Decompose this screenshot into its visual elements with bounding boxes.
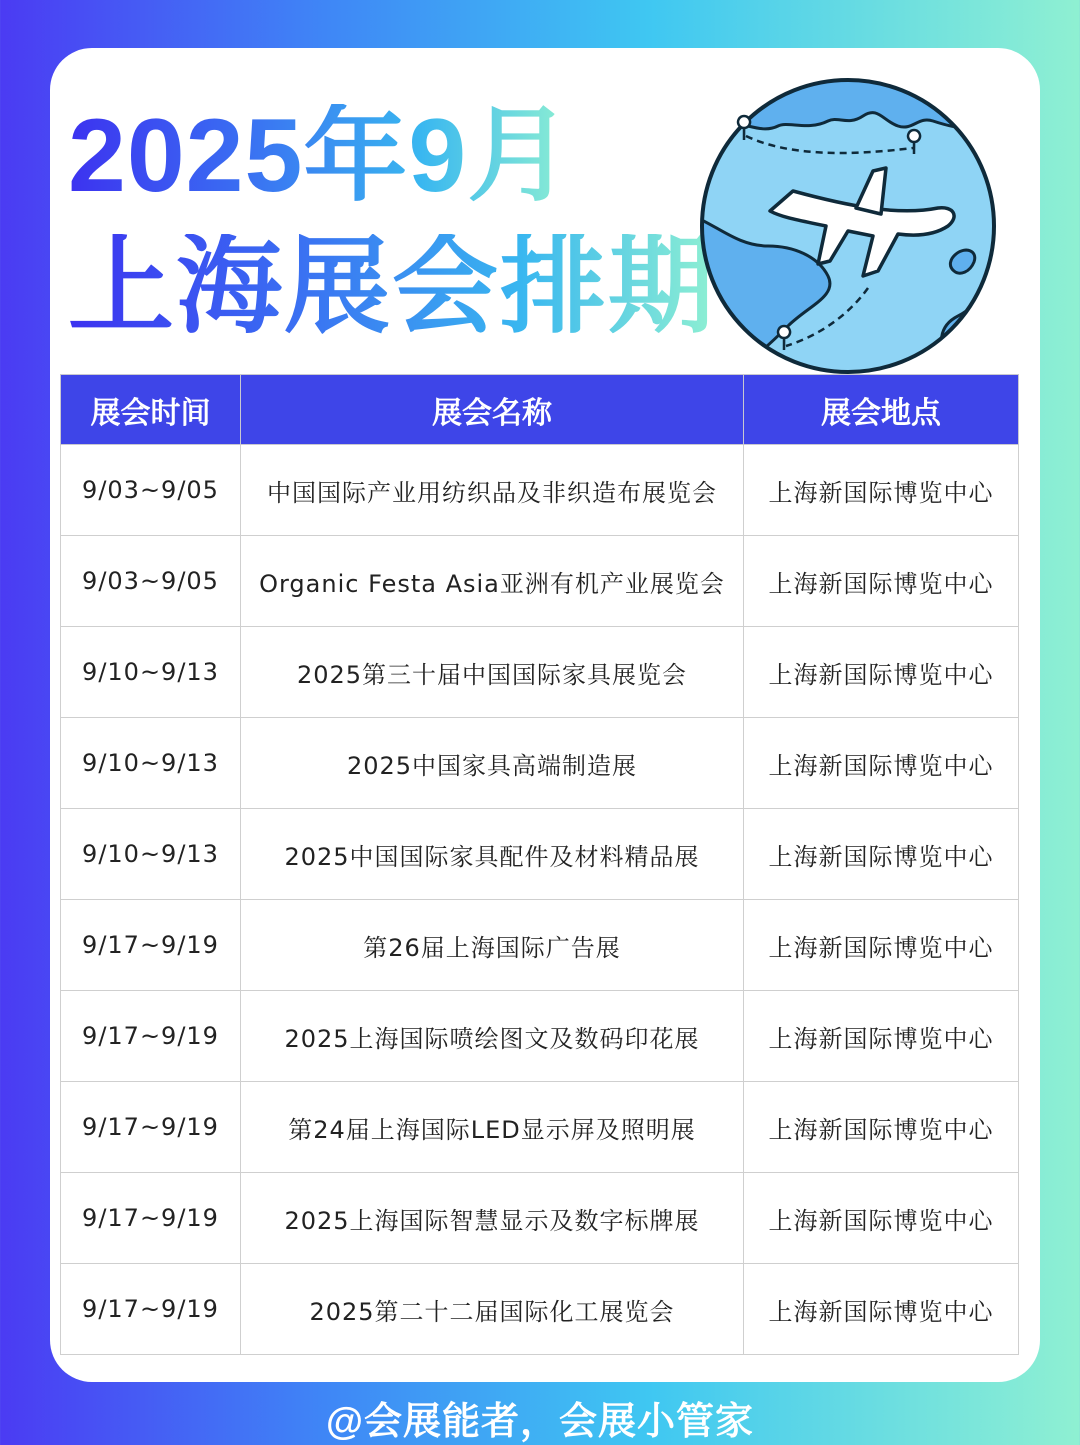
cell-name: 中国国际产业用纺织品及非织造布展览会 (241, 445, 744, 536)
cell-venue: 上海新国际博览中心 (744, 900, 1019, 991)
cell-name: 2025上海国际喷绘图文及数码印花展 (241, 991, 744, 1082)
cell-date: 9/17~9/19 (61, 1082, 241, 1173)
cell-date: 9/17~9/19 (61, 991, 241, 1082)
globe-airplane-icon (698, 76, 998, 376)
cell-name: 2025上海国际智慧显示及数字标牌展 (241, 1173, 744, 1264)
header-venue: 展会地点 (744, 375, 1019, 445)
table-row (61, 1082, 1019, 1173)
header-date: 展会时间 (61, 375, 241, 445)
table-header-row (61, 375, 1019, 445)
cell-date: 9/10~9/13 (61, 809, 241, 900)
table-row (61, 1264, 1019, 1355)
table-row (61, 445, 1019, 536)
header-name: 展会名称 (241, 375, 744, 445)
cell-venue: 上海新国际博览中心 (744, 1264, 1019, 1355)
table-row (61, 718, 1019, 809)
cell-name: Organic Festa Asia亚洲有机产业展览会 (241, 536, 744, 627)
title-line-1: 2025年9月 (68, 98, 573, 214)
cell-name: 2025第二十二届国际化工展览会 (241, 1264, 744, 1355)
cell-date: 9/17~9/19 (61, 1173, 241, 1264)
cell-name: 第26届上海国际广告展 (241, 900, 744, 991)
cell-venue: 上海新国际博览中心 (744, 718, 1019, 809)
table-row (61, 627, 1019, 718)
cell-date: 9/03~9/05 (61, 445, 241, 536)
schedule-card (50, 48, 1040, 1382)
table-row (61, 1173, 1019, 1264)
exhibition-schedule-table (60, 374, 1019, 1355)
footer-handle: @会展能者，会展小管家 (325, 1401, 755, 1443)
cell-venue: 上海新国际博览中心 (744, 445, 1019, 536)
cell-name: 2025中国家具高端制造展 (241, 718, 744, 809)
cell-date: 9/10~9/13 (61, 718, 241, 809)
cell-date: 9/03~9/05 (61, 536, 241, 627)
cell-date: 9/17~9/19 (61, 1264, 241, 1355)
cell-venue: 上海新国际博览中心 (744, 627, 1019, 718)
cell-venue: 上海新国际博览中心 (744, 809, 1019, 900)
cell-venue: 上海新国际博览中心 (744, 1082, 1019, 1173)
cell-venue: 上海新国际博览中心 (744, 536, 1019, 627)
cell-name: 第24届上海国际LED显示屏及照明展 (241, 1082, 744, 1173)
cell-date: 9/10~9/13 (61, 627, 241, 718)
table-row (61, 536, 1019, 627)
cell-venue: 上海新国际博览中心 (744, 991, 1019, 1082)
cell-venue: 上海新国际博览中心 (744, 1173, 1019, 1264)
table-row (61, 991, 1019, 1082)
cell-name: 2025第三十届中国国际家具展览会 (241, 627, 744, 718)
table-row (61, 809, 1019, 900)
cell-name: 2025中国国际家具配件及材料精品展 (241, 809, 744, 900)
title-line-2: 上海展会排期 (68, 228, 716, 346)
table-row (61, 900, 1019, 991)
cell-date: 9/17~9/19 (61, 900, 241, 991)
